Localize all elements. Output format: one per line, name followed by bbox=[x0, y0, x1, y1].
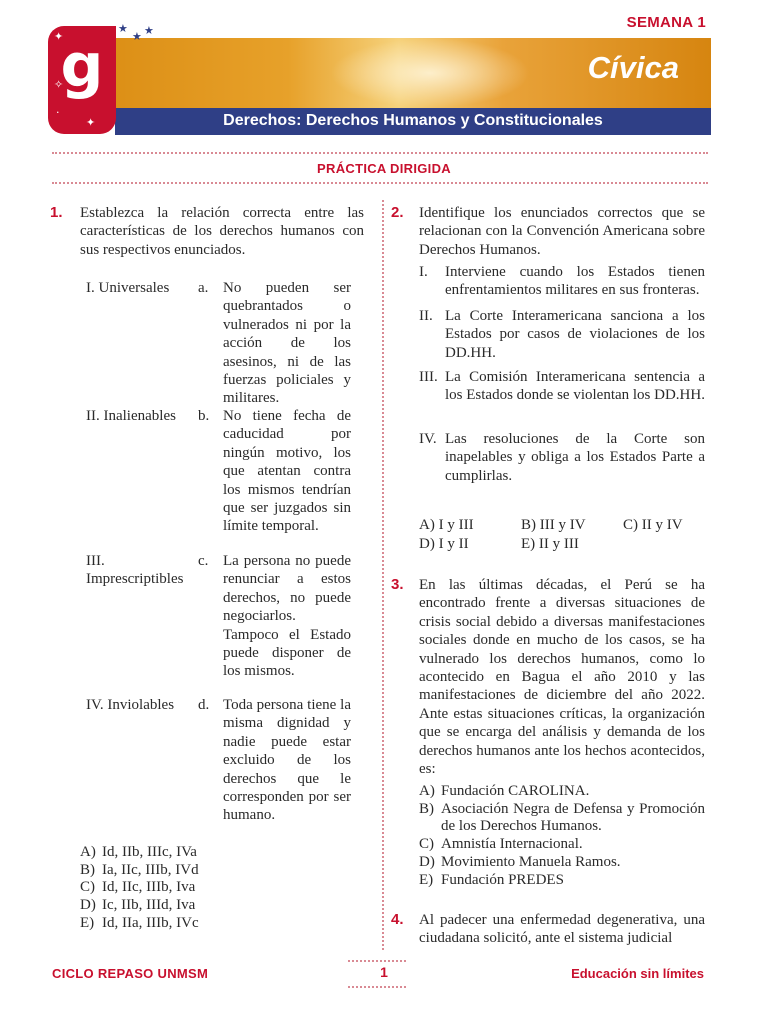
statement-text: La Corte Interamericana sanciona a los Estados por casos de violaciones de los DD.HH. bbox=[445, 308, 705, 361]
statement-numeral: III. bbox=[419, 369, 438, 385]
answer-option[interactable] bbox=[419, 535, 469, 553]
answer-options bbox=[419, 783, 705, 889]
relation-letter: d. bbox=[198, 697, 210, 713]
relation-name: IV. Inviolables bbox=[86, 697, 175, 713]
option-text: Asociación Negra de Defensa y Promoción de los Derechos Humanos. bbox=[441, 800, 705, 835]
option-text: Ic, IIb, IIId, Iva bbox=[102, 897, 196, 914]
option-letter: B) bbox=[419, 800, 434, 817]
answer-option[interactable] bbox=[521, 516, 586, 534]
relation-letter: b. bbox=[198, 408, 210, 424]
answer-option[interactable] bbox=[80, 844, 300, 862]
star-icon: ★ bbox=[144, 24, 154, 37]
brand-logo bbox=[48, 26, 116, 134]
sparkle-icon: ✧ bbox=[54, 78, 64, 91]
option-letter: B) bbox=[521, 517, 536, 533]
statement-item bbox=[419, 430, 705, 485]
subtitle-bar bbox=[115, 108, 711, 135]
statement-numeral: IV. bbox=[419, 431, 437, 447]
statement-item bbox=[419, 307, 705, 362]
topic-subtitle: Derechos: Derechos Humanos y Constitucionales bbox=[223, 112, 603, 129]
question-number: 3. bbox=[391, 576, 404, 593]
answer-option[interactable] bbox=[419, 836, 705, 854]
relation-letter: c. bbox=[198, 553, 209, 569]
option-letter: C) bbox=[80, 879, 95, 896]
banner-glow bbox=[330, 38, 530, 108]
option-text: Ia, IIc, IIIb, IVd bbox=[102, 861, 199, 878]
option-letter: D) bbox=[80, 897, 96, 914]
star-icon: ★ bbox=[132, 30, 142, 43]
sparkle-icon: · bbox=[56, 106, 60, 119]
logo-letter: g bbox=[60, 31, 104, 101]
header-banner bbox=[60, 38, 711, 108]
option-text: II y III bbox=[538, 536, 579, 552]
relation-description: No pueden ser quebrantados o vulnerados ni por la acción de los asesinos, ni de las fuerzas policiales y militares. bbox=[223, 280, 351, 407]
statement-item bbox=[419, 263, 705, 300]
answer-option[interactable] bbox=[521, 535, 579, 553]
divider-bottom bbox=[52, 182, 708, 184]
option-letter: A) bbox=[419, 517, 435, 533]
option-text: I y III bbox=[438, 517, 474, 533]
option-letter: A) bbox=[419, 783, 435, 799]
question-number: 1. bbox=[50, 204, 63, 221]
option-text: Fundación PREDES bbox=[441, 871, 564, 888]
question-stem: Identifique los enunciados correctos que se relacionan con la Convención Americana sobre Derechos Humanos. bbox=[419, 205, 705, 258]
option-text: Id, IIc, IIIb, Iva bbox=[102, 879, 196, 896]
answer-option[interactable] bbox=[419, 872, 705, 890]
sparkle-icon: ✦ bbox=[86, 116, 96, 129]
option-text: III y IV bbox=[539, 517, 586, 533]
relation-name: II. Inalienables bbox=[86, 408, 176, 424]
answer-option[interactable] bbox=[80, 862, 300, 880]
option-letter: C) bbox=[623, 517, 638, 533]
question-stem: En las últimas décadas, el Perú se ha encontrado frente a diversas situaciones de crisis social debido a diversas manifestaciones sociales donde en mucho de los casos, se ha vulnerado los derechos humanos, como lo acontecido en Bagua el año 2010 y las manifestaciones de diciembre del año 2022. Ante estas situaciones críticas, la organización que se encarga del análisis y demanda de los derechos humanos ante los hechos acontecidos, es: bbox=[419, 577, 705, 778]
answer-option[interactable] bbox=[80, 897, 300, 915]
relation-name: I. Universales bbox=[86, 280, 170, 296]
statement-text: Las resoluciones de la Corte son inapelables y obliga a los Estados Parte a cumplirlas. bbox=[445, 431, 705, 484]
statement-text: Interviene cuando los Estados tienen enfrentamientos militares en sus fronteras. bbox=[445, 264, 705, 299]
relation-letter: a. bbox=[198, 280, 209, 296]
statement-text: La Comisión Interamericana sentencia a los Estados donde se violentan los DD.HH. bbox=[445, 369, 705, 404]
divider-top bbox=[52, 152, 708, 154]
question-stem: Establezca la relación correcta entre las características de los derechos humanos con sus respectivos enunciados. bbox=[80, 205, 364, 258]
option-letter: D) bbox=[419, 536, 435, 552]
option-letter: E) bbox=[419, 871, 434, 888]
option-letter: D) bbox=[419, 853, 435, 870]
column-divider bbox=[382, 200, 384, 950]
week-label: SEMANA 1 bbox=[626, 14, 706, 31]
option-letter: E) bbox=[521, 536, 536, 552]
option-text: Movimiento Manuela Ramos. bbox=[441, 853, 621, 870]
course-title: Cívica bbox=[587, 50, 679, 85]
answer-option[interactable] bbox=[623, 516, 683, 534]
answer-option[interactable] bbox=[419, 854, 705, 872]
relation-name: III. Imprescriptibles bbox=[86, 553, 184, 588]
option-text: Id, IIb, IIIc, IVa bbox=[102, 844, 197, 860]
option-letter: A) bbox=[80, 844, 96, 860]
question-number: 4. bbox=[391, 911, 404, 928]
question-stem: Al padecer una enfermedad degenerativa, una ciudadana solicitó, ante el sistema judicial bbox=[419, 912, 705, 947]
relation-description: La persona no puede renunciar a estos derechos, no puede negociarlos. Tampoco el Estado puede disponer de los mismos. bbox=[223, 553, 351, 680]
option-text: Id, IIa, IIIb, IVc bbox=[102, 914, 199, 931]
section-title: PRÁCTICA DIRIGIDA bbox=[317, 161, 451, 176]
answer-options bbox=[80, 844, 300, 933]
option-text: Fundación CAROLINA. bbox=[441, 783, 590, 799]
answer-option[interactable] bbox=[80, 879, 300, 897]
answer-option[interactable] bbox=[80, 915, 300, 933]
sparkle-icon: ✦ bbox=[54, 30, 64, 43]
option-text: II y IV bbox=[641, 517, 683, 533]
footer-slogan: Educación sin límites bbox=[571, 966, 704, 981]
answer-option[interactable] bbox=[419, 783, 705, 801]
option-letter: B) bbox=[80, 861, 95, 878]
relation-description: Toda persona tiene la misma dignidad y nadie puede estar excluido de los derechos que le corresponden por ser humano. bbox=[223, 697, 351, 824]
page-number-rule bbox=[348, 960, 406, 962]
option-text: I y II bbox=[438, 536, 469, 552]
relation-description: No tiene fecha de caducidad por ningún motivo, los que atentan contra los mismos tendrían que ser juzgados sin límite temporal. bbox=[223, 408, 351, 535]
option-text: Amnistía Internacional. bbox=[441, 836, 583, 853]
answer-option[interactable] bbox=[419, 516, 474, 534]
answer-option[interactable] bbox=[419, 801, 705, 836]
option-letter: E) bbox=[80, 914, 95, 931]
statement-item bbox=[419, 368, 705, 405]
page-number-rule bbox=[348, 986, 406, 988]
answer-options bbox=[419, 516, 705, 556]
statement-numeral: II. bbox=[419, 308, 433, 324]
option-letter: C) bbox=[419, 836, 434, 853]
page-number: 1 bbox=[380, 964, 388, 980]
footer-cycle: CICLO REPASO UNMSM bbox=[52, 966, 209, 981]
statement-numeral: I. bbox=[419, 264, 428, 280]
question-number: 2. bbox=[391, 204, 404, 221]
star-icon: ★ bbox=[118, 22, 128, 35]
